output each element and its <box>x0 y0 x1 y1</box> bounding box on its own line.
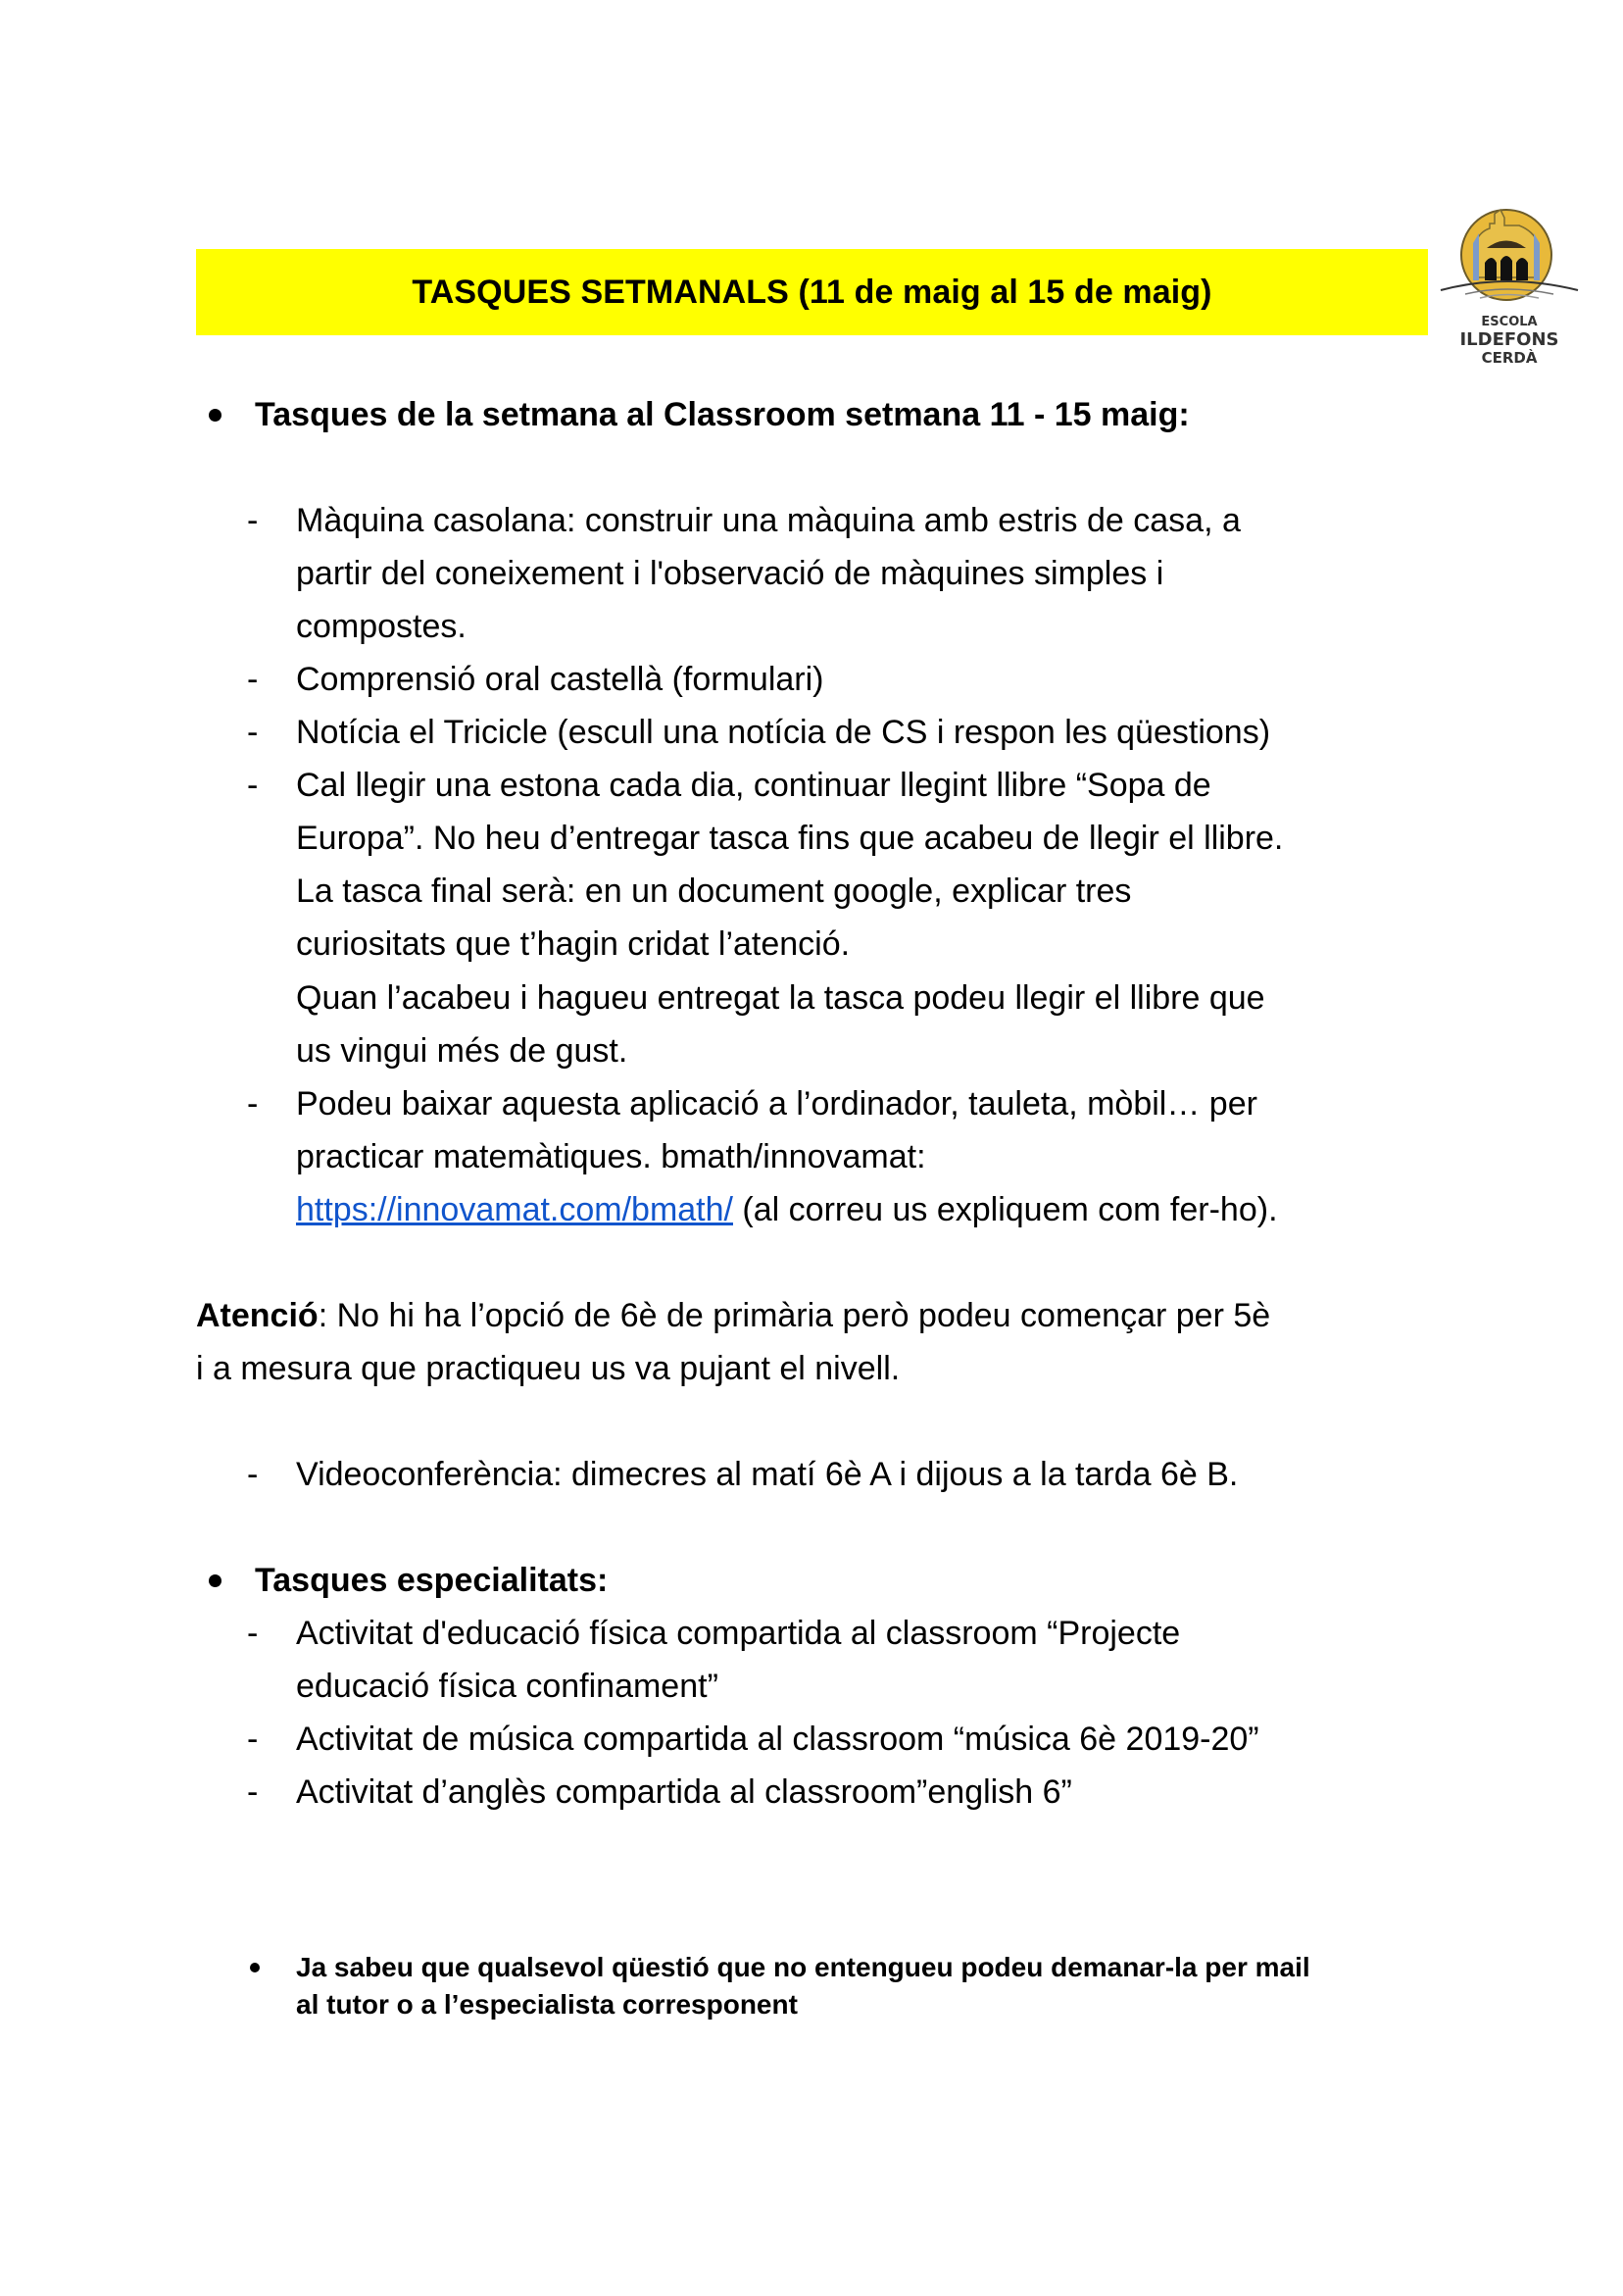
bullet-icon <box>250 1963 260 1972</box>
list-item-line: La tasca final serà: en un document google, explicar tres <box>296 873 1132 910</box>
dash-icon: - <box>247 502 259 539</box>
attention-note-line2: i a mesura que practiqueu us va pujant el nivell. <box>196 1350 901 1387</box>
innovamat-link[interactable]: https://innovamat.com/bmath/ <box>296 1191 733 1228</box>
bullet-icon <box>209 409 221 422</box>
dash-icon: - <box>247 1721 259 1758</box>
list-item-line: practicar matemàtiques. bmath/innovamat: <box>296 1138 926 1175</box>
school-logo-icon <box>1436 204 1583 312</box>
dash-icon: - <box>247 767 259 804</box>
dash-icon: - <box>247 1085 259 1123</box>
logo-line-cerda: CERDÀ <box>1481 349 1538 367</box>
dash-icon: - <box>247 714 259 751</box>
section1-heading: Tasques de la setmana al Classroom setmana 11 - 15 maig: <box>255 396 1190 433</box>
dash-icon: - <box>247 1773 259 1811</box>
list-item-line: Màquina casolana: construir una màquina amb estris de casa, a <box>296 502 1241 539</box>
bullet-icon <box>209 1574 221 1587</box>
attention-text: : No hi ha l’opció de 6è de primària però podeu començar per 5è <box>318 1297 1271 1334</box>
title-banner <box>196 249 1428 335</box>
list-item-line: Podeu baixar aquesta aplicació a l’ordinador, tauleta, mòbil… per <box>296 1085 1257 1123</box>
page-title: TASQUES SETMANALS (11 de maig al 15 de maig) <box>412 273 1212 311</box>
dash-icon: - <box>247 661 259 698</box>
list-item-line: Notícia el Tricicle (escull una notícia de CS i respon les qüestions) <box>296 714 1271 751</box>
list-item-line: educació física confinament” <box>296 1668 718 1705</box>
list-item-line: Comprensió oral castellà (formulari) <box>296 661 824 698</box>
list-item-line: Europa”. No heu d’entregar tasca fins que acabeu de llegir el llibre. <box>296 820 1284 857</box>
footer-note-line2: al tutor o a l’especialista corresponent <box>296 1989 798 2020</box>
list-item-line: us vingui més de gust. <box>296 1032 628 1070</box>
link-trailing-text: (al correu us expliquem com fer-ho). <box>732 1191 1278 1228</box>
list-item-line: partir del coneixement i l'observació de màquines simples i <box>296 555 1164 592</box>
section2-heading: Tasques especialitats: <box>255 1562 609 1599</box>
list-item-line: compostes. <box>296 608 467 645</box>
list-item-line-with-link <box>296 1183 1278 1236</box>
dash-icon: - <box>247 1615 259 1652</box>
videoconference-item: Videoconferència: dimecres al matí 6è A i dijous a la tarda 6è B. <box>296 1456 1239 1493</box>
list-item-line: Activitat de música compartida al classroom “música 6è 2019-20” <box>296 1721 1259 1758</box>
attention-note <box>196 1289 1270 1342</box>
footer-note-line1: Ja sabeu que qualsevol qüestió que no entengueu podeu demanar-la per mail <box>296 1952 1310 1982</box>
list-item-line: Quan l’acabeu i hagueu entregat la tasca podeu llegir el llibre que <box>296 979 1265 1017</box>
attention-label: Atenció <box>196 1297 319 1334</box>
school-logo <box>1436 204 1583 380</box>
list-item-line: Cal llegir una estona cada dia, continuar llegint llibre “Sopa de <box>296 767 1211 804</box>
logo-line-escola: ESCOLA <box>1481 315 1538 329</box>
list-item-line: curiositats que t’hagin cridat l’atenció. <box>296 925 851 963</box>
list-item-line: Activitat d'educació física compartida al classroom “Projecte <box>296 1615 1181 1652</box>
logo-line-ildefons: ILDEFONS <box>1459 329 1559 350</box>
list-item-line: Activitat d’anglès compartida al classroom”english 6” <box>296 1773 1072 1811</box>
dash-icon: - <box>247 1456 259 1493</box>
